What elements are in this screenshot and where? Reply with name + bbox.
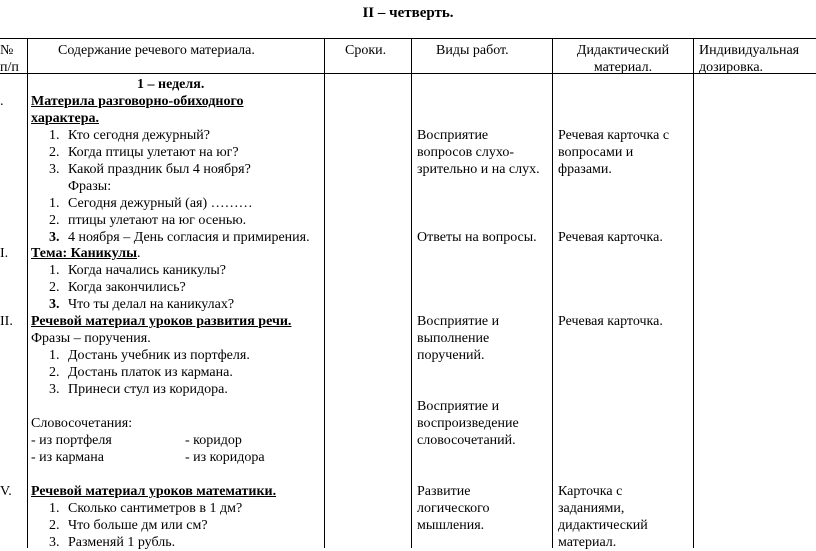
header-num-line2: п/п — [0, 60, 19, 75]
header-terms: Сроки. — [345, 43, 387, 58]
phrases-label: Фразы – поручения. — [31, 331, 151, 346]
header-num-line1: № — [0, 43, 14, 58]
work-cell: Развитие логического мышления. — [417, 484, 490, 533]
section-heading: Тема: Каникулы. — [31, 246, 141, 261]
work-cell: Восприятие и выполнение поручений. — [417, 314, 500, 363]
section-heading: характера. — [31, 111, 100, 126]
header-content: Содержание речевого материала. — [58, 43, 255, 58]
list-item-text: Какой праздник был 4 ноября? — [68, 162, 251, 177]
list-item: 3. — [49, 162, 60, 177]
list-item: 2. — [49, 365, 60, 380]
col-divider-4 — [552, 38, 553, 548]
list-item-text: Разменяй 1 рубль. — [68, 535, 176, 550]
list-item: 1. — [49, 196, 60, 211]
header-didactic-line1: Дидактический — [576, 43, 670, 58]
phrases-label: Фразы: — [68, 179, 112, 194]
section-heading: Речевой материал уроков математики. — [31, 484, 277, 499]
list-item: 1. — [49, 263, 60, 278]
row-number: . — [0, 94, 4, 109]
list-item-text: птицы улетают на юг осенью. — [68, 213, 247, 228]
header-individual-line1: Индивидуальная — [699, 43, 800, 58]
col-divider-5 — [693, 38, 694, 548]
list-item-text: Сколько сантиметров в 1 дм? — [68, 501, 243, 516]
list-item: 1. — [49, 128, 60, 143]
work-cell: Восприятие вопросов слухо- зрительно и на слух. — [417, 128, 540, 177]
header-didactic — [553, 42, 693, 76]
list-item-text: Достань платок из кармана. — [68, 365, 233, 380]
list-item: 2. — [49, 145, 60, 160]
collocation-right: - коридор — [185, 433, 242, 448]
list-item: 1. — [49, 348, 60, 363]
header-individual-line2: дозировка. — [699, 60, 764, 75]
section-heading: Материла разговорно-обиходного — [31, 94, 244, 109]
header-work: Виды работ. — [436, 43, 509, 58]
work-cell: Восприятие и воспроизведение словосочетаний. — [417, 399, 519, 448]
work-cell: Ответы на вопросы. — [417, 230, 537, 245]
list-item: 2. — [49, 280, 60, 295]
didactic-cell: Карточка с заданиями, дидактический материал. — [558, 484, 648, 550]
col-divider-1 — [27, 38, 28, 548]
section-heading: Речевой материал уроков развития речи. — [31, 314, 292, 329]
header-num — [0, 42, 19, 76]
page-title: II – четверть. — [362, 5, 454, 21]
list-item: 3. — [49, 535, 60, 550]
col-divider-3 — [411, 38, 412, 548]
list-item: 3. — [49, 297, 60, 312]
list-item-text: Кто сегодня дежурный? — [68, 128, 210, 143]
list-item: 2. — [49, 213, 60, 228]
list-item: 2. — [49, 518, 60, 533]
header-didactic-line2: материал. — [593, 60, 653, 75]
header-individual — [699, 42, 799, 76]
week-heading: 1 – неделя. — [137, 77, 205, 92]
list-item: 3. — [49, 230, 60, 245]
list-item: 1. — [49, 501, 60, 516]
list-item-text: Когда закончились? — [68, 280, 186, 295]
list-item-text: Когда начались каникулы? — [68, 263, 227, 278]
row-number: II. — [0, 314, 13, 329]
list-item-text: Когда птицы улетают на юг? — [68, 145, 239, 160]
list-item-text: Принеси стул из коридора. — [68, 382, 228, 397]
collocation-left: - из портфеля — [31, 433, 112, 448]
row-number: V. — [0, 484, 12, 499]
list-item-text: Достань учебник из портфеля. — [68, 348, 250, 363]
list-item: 3. — [49, 382, 60, 397]
didactic-cell: Речевая карточка с вопросами и фразами. — [558, 128, 670, 177]
list-item-text: Что больше дм или см? — [68, 518, 208, 533]
col-divider-2 — [324, 38, 325, 548]
didactic-cell: Речевая карточка. — [558, 230, 663, 245]
row-number: I. — [0, 246, 9, 261]
collocation-right: - из коридора — [185, 450, 265, 465]
collocations-label: Словосочетания: — [31, 416, 133, 431]
list-item-text: Что ты делал на каникулах? — [68, 297, 235, 312]
list-item-text: Сегодня дежурный (ая) ……… — [68, 196, 253, 211]
collocation-left: - из кармана — [31, 450, 104, 465]
list-item-text: 4 ноября – День согласия и примирения. — [68, 230, 310, 245]
didactic-cell: Речевая карточка. — [558, 314, 663, 329]
